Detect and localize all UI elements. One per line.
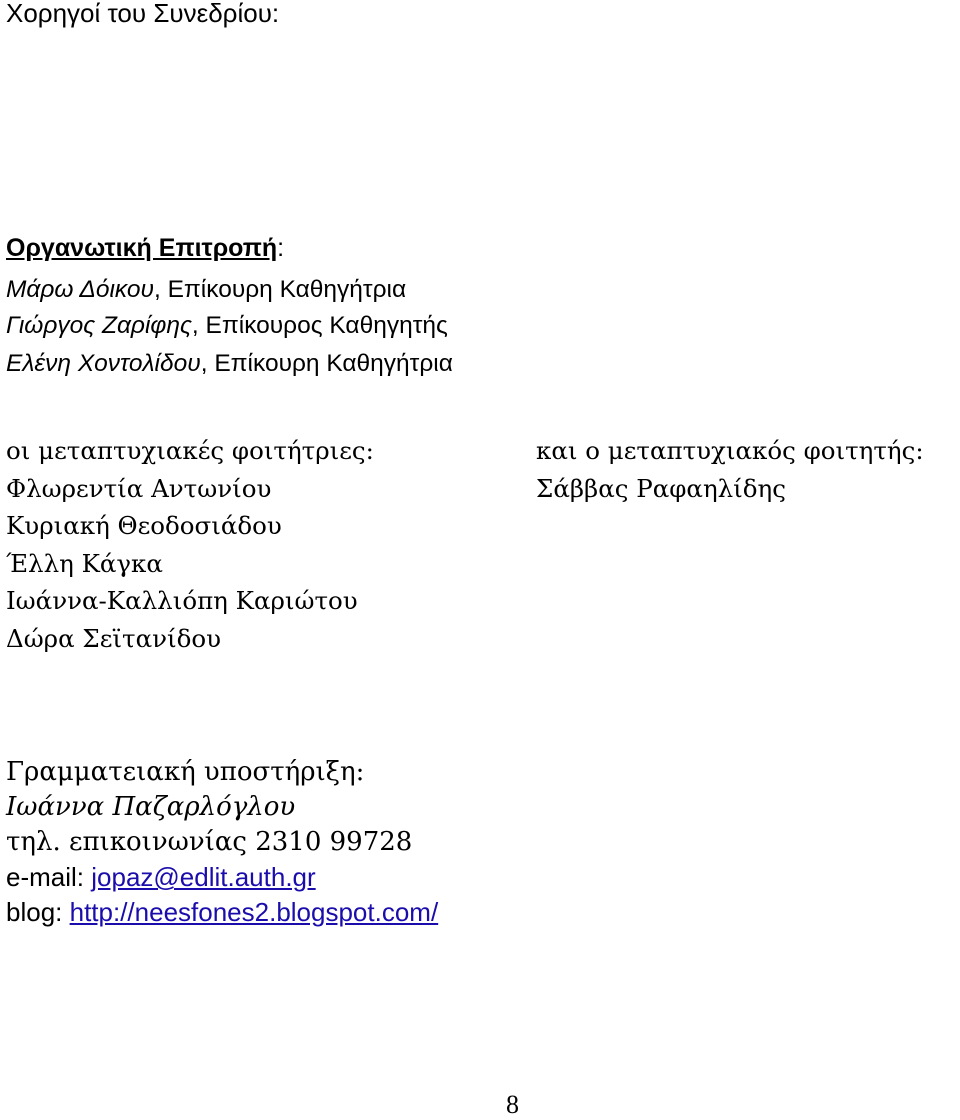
organizing-committee-title: Οργανωτική Επιτροπή [6, 234, 278, 262]
email-label: e-mail: [6, 862, 92, 892]
blog-label: blog: [6, 897, 70, 927]
member-name: Μάρω Δόικου [6, 276, 154, 303]
member-name: Γιώργος Ζαρίφης [6, 312, 192, 339]
page-number: 8 [506, 1090, 519, 1119]
student-name: Δώρα Σεϊτανίδου [6, 623, 222, 653]
secretariat-block [6, 755, 438, 930]
committee-member [6, 312, 448, 340]
sponsors-heading: Χορηγοί του Συνεδρίου: [6, 0, 280, 28]
organizing-committee-heading [6, 234, 284, 263]
blog-line [6, 895, 438, 930]
email-line [6, 860, 438, 895]
committee-member [6, 350, 453, 378]
male-student-heading: και ο μεταπτυχιακός φοιτητής: [536, 436, 924, 465]
secretariat-phone: τηλ. επικοινωνίας 2310 99728 [6, 827, 413, 857]
student-name: Φλωρεντία Αντωνίου [6, 473, 272, 503]
male-student-list [536, 432, 924, 507]
student-name: Έλλη Κάγκα [6, 548, 163, 578]
student-name: Ιωάννα-Καλλιόπη Καριώτου [6, 586, 358, 615]
secretariat-name: Ιωάννα Παζαρλόγλου [6, 792, 296, 822]
organizing-committee-colon: : [277, 234, 285, 262]
secretariat-heading: Γραμματειακή υποστήριξη: [6, 757, 365, 787]
member-role: , Επίκουρος Καθηγητής [191, 312, 448, 339]
committee-member [6, 276, 406, 304]
student-name: Κυριακή Θεοδοσιάδου [6, 511, 282, 540]
female-students-list [6, 432, 374, 657]
blog-link[interactable]: http://neesfones2.blogspot.com/ [69, 897, 439, 927]
member-name: Ελένη Χοντολίδου [6, 350, 201, 377]
email-link[interactable]: jopaz@edlit.auth.gr [91, 862, 316, 892]
female-students-heading: οι μεταπτυχιακές φοιτήτριες: [6, 436, 374, 465]
member-role: , Επίκουρη Καθηγήτρια [200, 350, 453, 377]
student-name: Σάββας Ραφαηλίδης [536, 473, 786, 503]
member-role: , Επίκουρη Καθηγήτρια [153, 276, 407, 303]
